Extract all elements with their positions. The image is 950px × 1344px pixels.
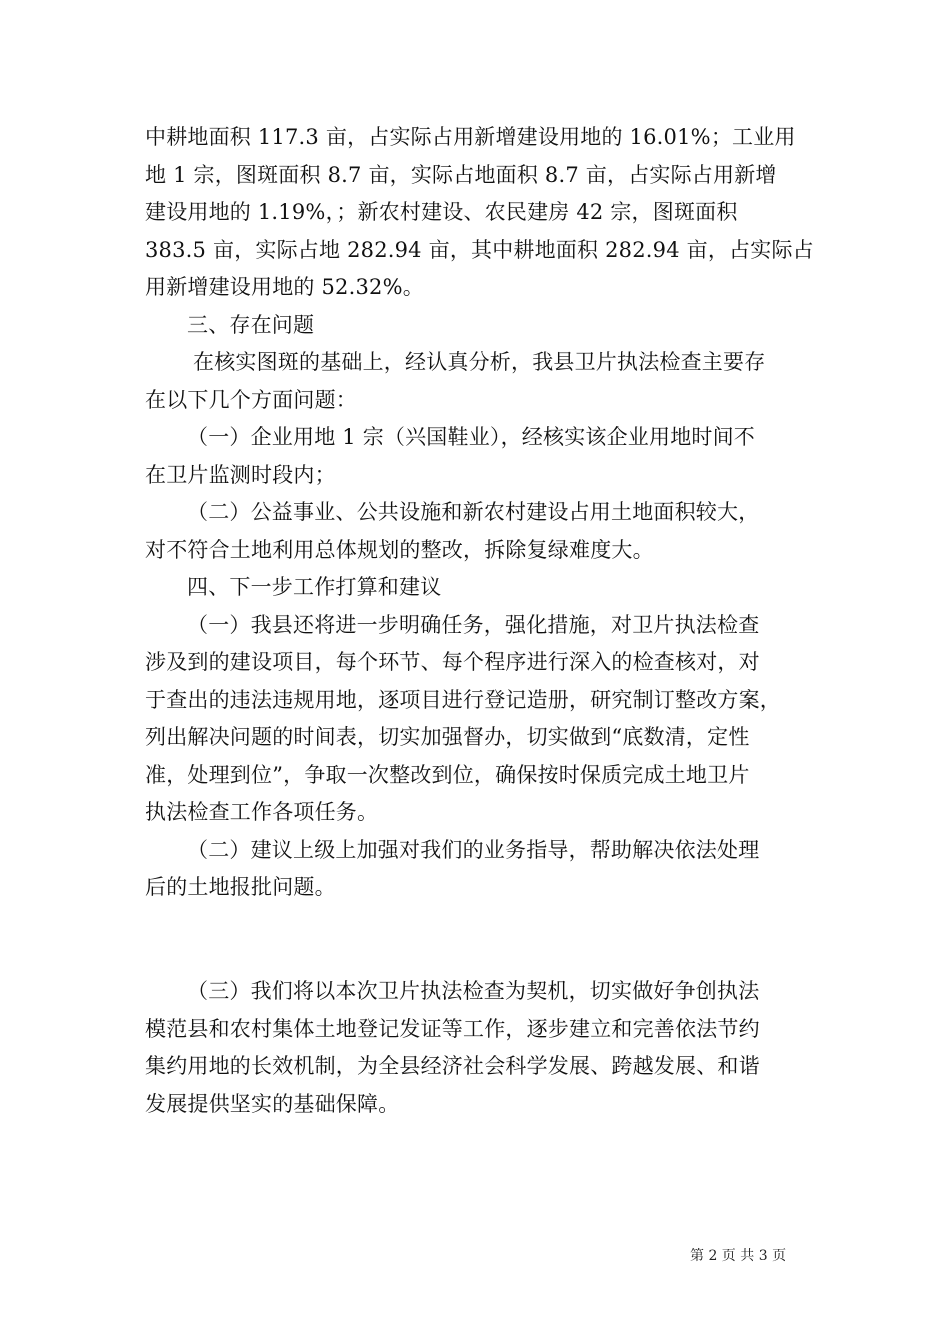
body-text-line: 集约用地的长效机制，为全县经济社会科学发展、跨越发展、和谐 xyxy=(145,1054,760,1078)
body-text-line: 准，处理到位”，争取一次整改到位，确保按时保质完成土地卫片 xyxy=(145,763,750,787)
body-text-line: 后的土地报批问题。 xyxy=(145,875,336,899)
body-text-line: 地 1 宗，图斑面积 8.7 亩，实际占地面积 8.7 亩，占实际占用新增 xyxy=(145,163,777,187)
body-text-line: 于查出的违法违规用地，逐项目进行登记造册，研究制订整改方案， xyxy=(145,688,781,712)
body-text-line: 在卫片监测时段内； xyxy=(145,463,336,487)
body-text-line: 对不符合土地利用总体规划的整改，拆除复绿难度大。 xyxy=(145,538,654,562)
body-text-line: 在核实图斑的基础上，经认真分析，我县卫片执法检查主要存 xyxy=(193,350,766,374)
section-heading: 三、存在问题 xyxy=(187,313,315,337)
body-text-line: （一）企业用地 1 宗（兴国鞋业），经核实该企业用地时间不 xyxy=(187,425,756,449)
body-text-line: 在以下几个方面问题： xyxy=(145,388,357,412)
body-text-line: （二）公益事业、公共设施和新农村建设占用土地面积较大， xyxy=(187,500,760,524)
page-number: 第 2 页 共 3 页 xyxy=(690,1248,787,1264)
body-text-line: 列出解决问题的时间表，切实加强督办，切实做到“底数清，定性 xyxy=(145,725,750,749)
body-text-line: （二）建议上级上加强对我们的业务指导，帮助解决依法处理 xyxy=(187,838,760,862)
body-text-line: 发展提供坚实的基础保障。 xyxy=(145,1092,400,1116)
body-text-line: （一）我县还将进一步明确任务，强化措施，对卫片执法检查 xyxy=(187,613,760,637)
body-text-line: 执法检查工作各项任务。 xyxy=(145,800,379,824)
body-text-line: 涉及到的建设项目，每个环节、每个程序进行深入的检查核对，对 xyxy=(145,650,760,674)
body-text-line: 383.5 亩，实际占地 282.94 亩，其中耕地面积 282.94 亩，占实际占 xyxy=(145,238,814,262)
section-heading: 四、下一步工作打算和建议 xyxy=(187,575,442,599)
body-text-line: 用新增建设用地的 52.32%。 xyxy=(145,275,424,299)
body-text-line: 模范县和农村集体土地登记发证等工作，逐步建立和完善依法节约 xyxy=(145,1017,760,1041)
body-text-line: （三）我们将以本次卫片执法检查为契机，切实做好争创执法 xyxy=(187,979,760,1003)
body-text-line: 建设用地的 1.19%，；新农村建设、农民建房 42 宗，图斑面积 xyxy=(145,200,738,224)
body-text-line: 中耕地面积 117.3 亩，占实际占用新增建设用地的 16.01%；工业用 xyxy=(145,125,796,149)
